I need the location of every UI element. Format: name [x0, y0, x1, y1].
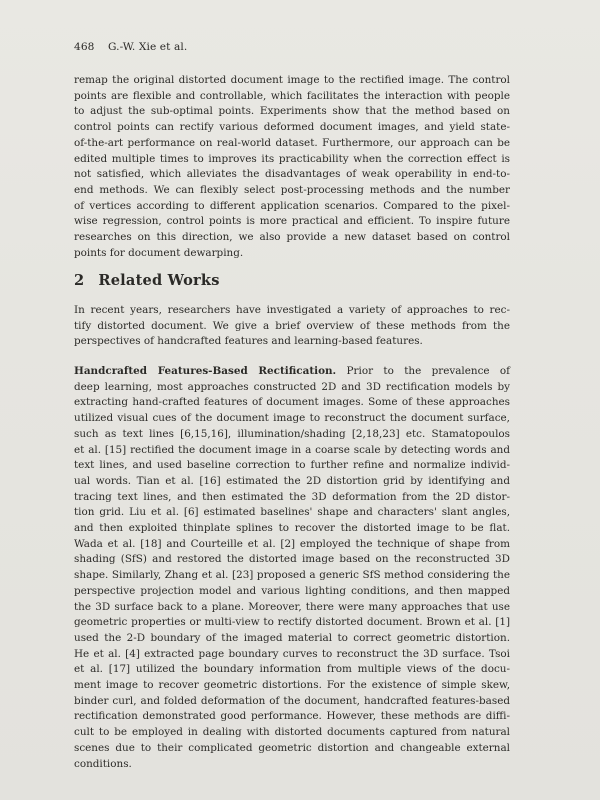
section-number: 2 — [74, 272, 85, 289]
text-line: ment image to recover geometric distortions. For the existence of simple skew, — [74, 679, 510, 692]
run-in-rest: Prior to the prevalence of — [336, 365, 510, 377]
text-line: cult to be employed in dealing with distorted documents captured from natural — [74, 726, 510, 739]
header-authors: G.-W. Xie et al. — [108, 41, 188, 53]
text-line: geometric properties or multi-view to rectify distorted document. Brown et al. [1] — [74, 616, 510, 629]
text-line: researches on this direction, we also provide a new dataset based on control — [74, 231, 510, 244]
text-line: conditions. — [74, 757, 132, 770]
text-line: used the 2-D boundary of the imaged material to correct geometric distortion. — [74, 631, 510, 644]
text-line: rectification demonstrated good performance. However, these methods are diffi- — [74, 710, 510, 723]
text-line: tify distorted document. We give a brief overview of these methods from the — [74, 319, 510, 332]
text-line: He et al. [4] extracted page boundary curves to reconstruct the 3D surface. Tsoi — [74, 647, 510, 660]
text-line: of-the-art performance on real-world dataset. Furthermore, our approach can be — [74, 136, 510, 149]
text-line: not satisfied, which alleviates the disadvantages of weak operability in end-to- — [74, 168, 510, 181]
text-line: In recent years, researchers have investigated a variety of approaches to rec- — [74, 304, 510, 316]
text-line: remap the original distorted document image to the rectified image. The control — [74, 74, 510, 86]
text-line: tion grid. Liu et al. [6] estimated baselines' shape and characters' slant angles, — [74, 506, 510, 519]
text-line: deep learning, most approaches constructed 2D and 3D rectification models by — [74, 380, 510, 393]
text-line: tracing text lines, and then estimated the 3D deformation from the 2D distor- — [74, 490, 510, 503]
section-title: Related Works — [98, 272, 220, 289]
text-line: et al. [15] rectified the document image in a coarse scale by detecting words and — [74, 443, 510, 456]
section-intro-paragraph — [74, 303, 510, 350]
text-line: points for document dewarping. — [74, 246, 244, 259]
intro-paragraph — [74, 73, 510, 261]
text-line: end methods. We can flexibly select post-processing methods and the number — [74, 183, 510, 196]
text-line — [74, 364, 510, 380]
text-line: binder curl, and folded deformation of the document, handcrafted features-based — [74, 694, 510, 707]
text-line: control points can rectify various deformed document images, and yield state- — [74, 121, 510, 134]
run-in-heading: Handcrafted Features-Based Rectification. — [74, 365, 337, 377]
text-line: text lines, and used baseline correction to further refine and normalize individ- — [74, 459, 510, 472]
running-header — [74, 41, 187, 53]
text-line: of vertices according to different application scenarios. Compared to the pixel- — [74, 199, 510, 212]
handcrafted-paragraph — [74, 364, 510, 772]
section-heading — [74, 272, 220, 289]
text-line: perspective projection model and various lighting conditions, and then mapped — [74, 584, 510, 597]
text-line: the 3D surface back to a plane. Moreover, there were many approaches that use — [74, 600, 510, 613]
text-line: Wada et al. [18] and Courteille et al. [2] employed the technique of shape from — [74, 537, 510, 550]
page-number: 468 — [74, 41, 95, 53]
text-line: wise regression, control points is more practical and efficient. To inspire future — [74, 215, 510, 228]
text-line: points are flexible and controllable, which facilitates the interaction with people — [74, 89, 510, 102]
text-line: shape. Similarly, Zhang et al. [23] proposed a generic SfS method considering the — [74, 569, 510, 582]
text-line: perspectives of handcrafted features and learning-based features. — [74, 335, 423, 348]
text-line: and then exploited thinplate splines to recover the distorted image to be flat. — [74, 522, 510, 535]
text-line: edited multiple times to improves its practicability when the correction effect is — [74, 152, 510, 165]
text-line: et al. [17] utilized the boundary information from multiple views of the docu- — [74, 663, 510, 676]
text-line: scenes due to their complicated geometric distortion and changeable external — [74, 741, 510, 754]
text-line: such as text lines [6,15,16], illumination/shading [2,18,23] etc. Stamatopoulos — [74, 427, 510, 440]
text-line: ual words. Tian et al. [16] estimated the 2D distortion grid by identifying and — [74, 474, 510, 487]
text-line: shading (SfS) and restored the distorted image based on the reconstructed 3D — [74, 553, 510, 566]
text-line: extracting hand-crafted features of document images. Some of these approaches — [74, 396, 510, 409]
text-line: to adjust the sub-optimal points. Experiments show that the method based on — [74, 105, 510, 118]
text-line: utilized visual cues of the document image to reconstruct the document surface, — [74, 412, 510, 425]
